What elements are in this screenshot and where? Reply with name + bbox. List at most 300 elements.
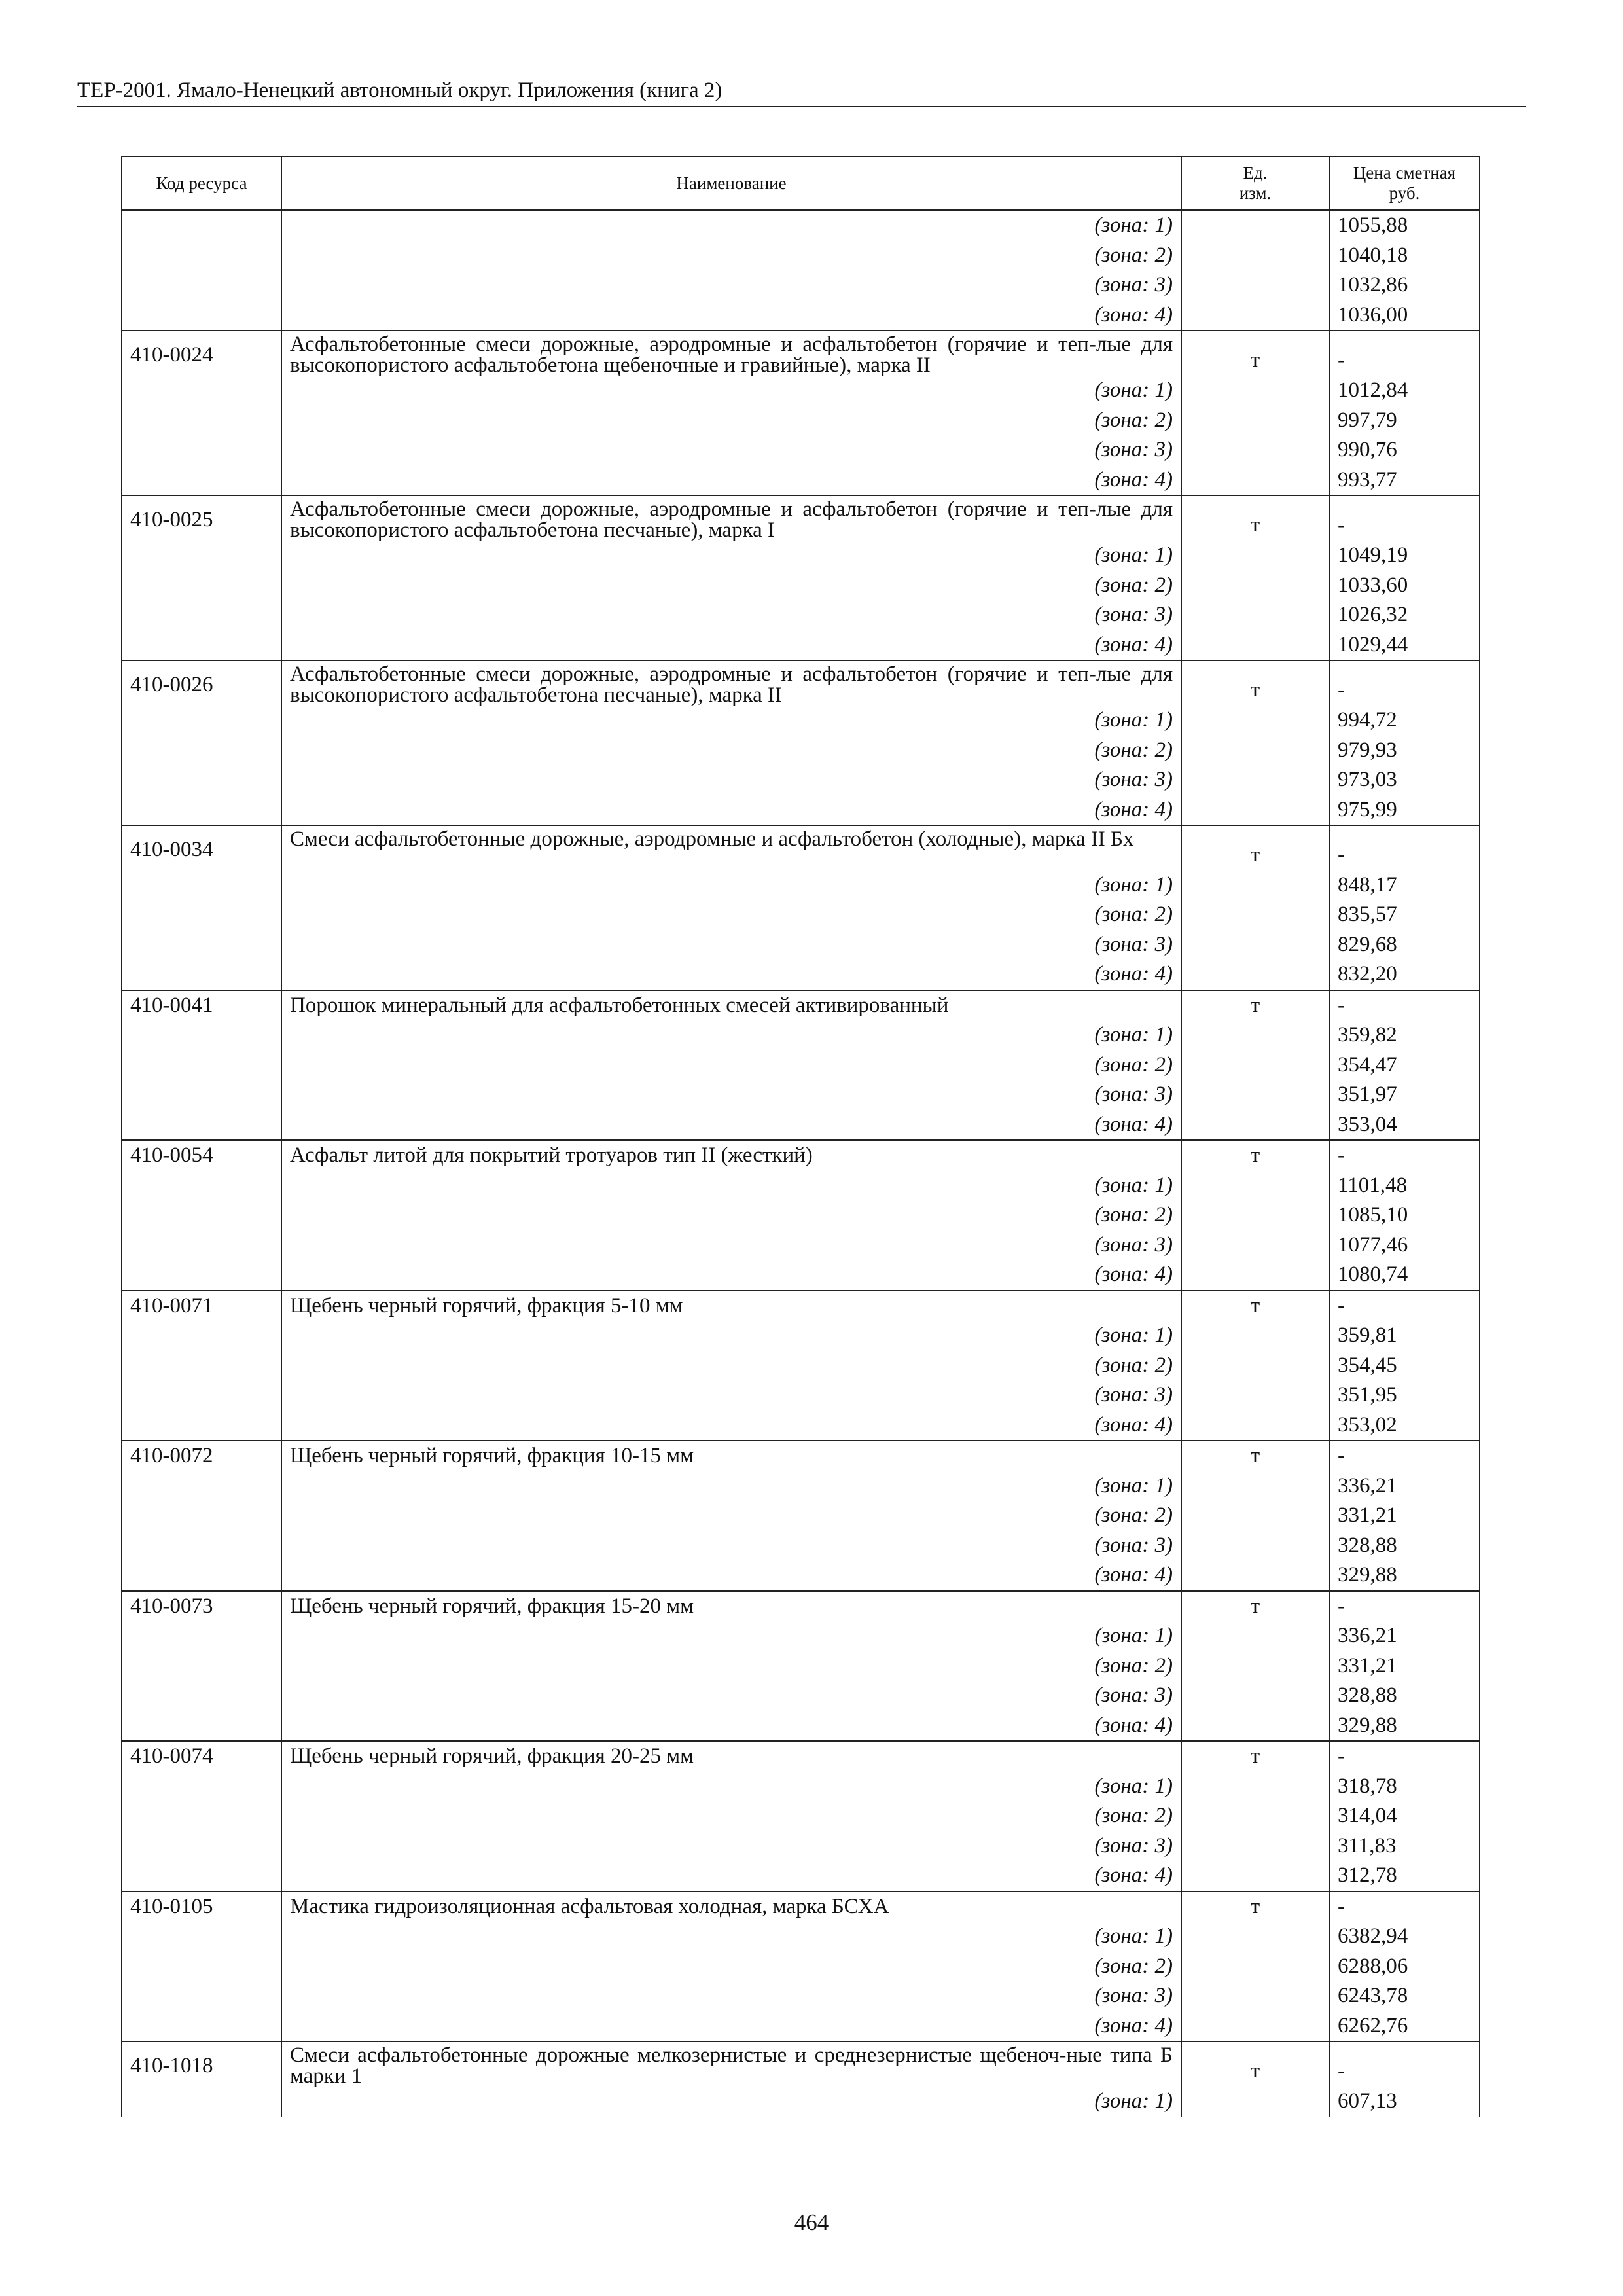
zone-label: (зона: 2) (1094, 1503, 1173, 1527)
zone-label: (зона: 2) (1094, 1804, 1173, 1827)
zone-code-cell (122, 930, 281, 960)
zone-label: (зона: 2) (1094, 243, 1173, 267)
zone-name-cell (281, 870, 1181, 901)
zone-name-cell (281, 465, 1181, 496)
zone-name-cell (281, 1050, 1181, 1081)
column-header-price-line1: Цена сметная (1353, 163, 1456, 183)
zone-row (122, 406, 1480, 436)
zone-unit-cell (1181, 960, 1329, 990)
zone-price: 351,95 (1329, 1380, 1480, 1410)
resource-name: Щебень черный горячий, фракция 5-10 мм (290, 1293, 683, 1318)
zone-code-cell (122, 1772, 281, 1802)
zone-code-cell (122, 1080, 281, 1110)
zone-code-cell (122, 1531, 281, 1561)
zone-unit-cell (1181, 1380, 1329, 1410)
zone-label: (зона: 2) (1094, 738, 1173, 762)
resource-name-cell (281, 1140, 1181, 1171)
zone-row (122, 1471, 1480, 1501)
zone-price: 336,21 (1329, 1471, 1480, 1501)
zone-label: (зона: 2) (1094, 1052, 1173, 1077)
zone-row (122, 1351, 1480, 1381)
zone-name-cell (281, 1380, 1181, 1410)
zone-unit-cell (1181, 870, 1329, 901)
zone-row (122, 795, 1480, 826)
resource-code: 410-0072 (122, 1441, 281, 1471)
zone-label: (зона: 4) (1094, 1412, 1173, 1437)
resource-name-cell (281, 1591, 1181, 1622)
zone-name-cell (281, 1531, 1181, 1561)
resource-table-wrapper (121, 156, 1479, 2117)
zone-name-cell (281, 1831, 1181, 1861)
zone-name-cell (281, 1020, 1181, 1050)
resource-base-price: - (1329, 1892, 1480, 1922)
resource-base-price: - (1329, 1291, 1480, 1321)
zone-code-cell (122, 795, 281, 826)
zone-unit-cell (1181, 1501, 1329, 1531)
zone-price: 6243,78 (1329, 1981, 1480, 2011)
resource-name: Асфальтобетонные смеси дорожные, аэродромные и асфальтобетон (горячие и теп-лые для высокопористого асфальтобетона щебеночные и гравийные), марка II (290, 332, 1173, 377)
zone-row (122, 270, 1480, 300)
zone-label: (зона: 2) (1094, 408, 1173, 432)
zone-unit-cell (1181, 2087, 1329, 2117)
zone-label: (зона: 3) (1094, 768, 1173, 791)
zone-label: (зона: 3) (1094, 438, 1173, 461)
zone-price: 6262,76 (1329, 2011, 1480, 2042)
zone-row (122, 1560, 1480, 1591)
resource-unit: т (1181, 990, 1329, 1021)
resource-row (122, 1291, 1480, 1321)
zone-name-cell (281, 900, 1181, 930)
resource-row (122, 990, 1480, 1021)
zone-unit-cell (1181, 210, 1329, 241)
zone-price: 997,79 (1329, 406, 1480, 436)
zone-row (122, 541, 1480, 571)
zone-unit-cell (1181, 930, 1329, 960)
resource-unit: т (1181, 495, 1329, 541)
zone-name-cell (281, 1230, 1181, 1261)
zone-code-cell (122, 1230, 281, 1261)
zone-code-cell (122, 1050, 281, 1081)
zone-unit-cell (1181, 1801, 1329, 1831)
zone-name-cell (281, 706, 1181, 736)
zone-row (122, 1080, 1480, 1110)
zone-label: (зона: 4) (1094, 1713, 1173, 1737)
zone-row (122, 1831, 1480, 1861)
zone-name-cell (281, 1200, 1181, 1230)
zone-row (122, 571, 1480, 601)
resource-row (122, 1741, 1480, 1772)
resource-base-price: - (1329, 1741, 1480, 1772)
resource-name: Асфальтобетонные смеси дорожные, аэродромные и асфальтобетон (горячие и теп-лые для высокопористого асфальтобетона песчаные), марка II (290, 662, 1173, 707)
resource-base-price: - (1329, 1441, 1480, 1471)
zone-price: 351,97 (1329, 1080, 1480, 1110)
zone-name-cell (281, 1501, 1181, 1531)
zone-label: (зона: 4) (1094, 797, 1173, 821)
zone-row (122, 1711, 1480, 1742)
resource-unit: т (1181, 660, 1329, 706)
zone-label: (зона: 4) (1094, 302, 1173, 327)
zone-name-cell (281, 1560, 1181, 1591)
zone-row (122, 300, 1480, 331)
zone-unit-cell (1181, 1171, 1329, 1201)
zone-price: 1026,32 (1329, 600, 1480, 630)
resource-base-price: - (1329, 331, 1480, 376)
zone-code-cell (122, 630, 281, 661)
zone-price: 1033,60 (1329, 571, 1480, 601)
resource-row (122, 1892, 1480, 1922)
resource-code: 410-0024 (122, 331, 281, 376)
zone-label: (зона: 4) (1094, 632, 1173, 656)
zone-label: (зона: 3) (1094, 1984, 1173, 2007)
zone-row (122, 2087, 1480, 2117)
zone-price: 311,83 (1329, 1831, 1480, 1861)
zone-name-cell (281, 1351, 1181, 1381)
zone-name-cell (281, 270, 1181, 300)
zone-price: 848,17 (1329, 870, 1480, 901)
zone-unit-cell (1181, 765, 1329, 795)
zone-price: 336,21 (1329, 1621, 1480, 1651)
zone-row (122, 1200, 1480, 1230)
zone-name-cell (281, 1922, 1181, 1952)
zone-code-cell (122, 300, 281, 331)
zone-row (122, 736, 1480, 766)
zone-name-cell (281, 1711, 1181, 1742)
zone-row (122, 960, 1480, 990)
zone-unit-cell (1181, 900, 1329, 930)
zone-label: (зона: 4) (1094, 2013, 1173, 2037)
zone-price: 829,68 (1329, 930, 1480, 960)
zone-price: 6382,94 (1329, 1922, 1480, 1952)
column-header-code: Код ресурса (122, 156, 281, 210)
zone-label: (зона: 3) (1094, 1232, 1173, 1257)
zone-row (122, 1020, 1480, 1050)
zone-name-cell (281, 960, 1181, 990)
zone-name-cell (281, 630, 1181, 661)
resource-name: Асфальт литой для покрытий тротуаров тип II (жесткий) (290, 1143, 813, 1167)
zone-name-cell (281, 1410, 1181, 1441)
zone-row (122, 1050, 1480, 1081)
resource-row (122, 660, 1480, 706)
zone-code-cell (122, 1171, 281, 1201)
resource-name-cell (281, 2041, 1181, 2087)
zone-label: (зона: 4) (1094, 1863, 1173, 1887)
zone-code-cell (122, 960, 281, 990)
zone-price: 1012,84 (1329, 376, 1480, 406)
zone-unit-cell (1181, 1711, 1329, 1742)
column-header-unit-line1: Ед. (1243, 163, 1268, 183)
zone-unit-cell (1181, 600, 1329, 630)
zone-name-cell (281, 1321, 1181, 1351)
zone-code-cell (122, 736, 281, 766)
zone-label: (зона: 2) (1094, 903, 1173, 926)
zone-label: (зона: 4) (1094, 1263, 1173, 1286)
zone-label: (зона: 1) (1094, 378, 1173, 402)
zone-row (122, 1230, 1480, 1261)
zone-row (122, 930, 1480, 960)
zone-row (122, 1260, 1480, 1291)
zone-code-cell (122, 1020, 281, 1050)
zone-code-cell (122, 1471, 281, 1501)
zone-unit-cell (1181, 1260, 1329, 1291)
resource-row (122, 825, 1480, 870)
zone-name-cell (281, 2087, 1181, 2117)
zone-label: (зона: 3) (1094, 1533, 1173, 1557)
zone-unit-cell (1181, 1110, 1329, 1141)
column-header-price (1329, 156, 1480, 210)
zone-name-cell (281, 795, 1181, 826)
zone-label: (зона: 4) (1094, 467, 1173, 492)
zone-name-cell (281, 1080, 1181, 1110)
zone-label: (зона: 1) (1094, 1924, 1173, 1948)
zone-label: (зона: 1) (1094, 2089, 1173, 2113)
zone-code-cell (122, 406, 281, 436)
zone-price: 1085,10 (1329, 1200, 1480, 1230)
document-title: ТЕР-2001. Ямало-Ненецкий автономный округ. Приложения (книга 2) (77, 79, 722, 102)
zone-unit-cell (1181, 1831, 1329, 1861)
zone-unit-cell (1181, 465, 1329, 496)
zone-code-cell (122, 1200, 281, 1230)
zone-unit-cell (1181, 1772, 1329, 1802)
table-body (122, 210, 1480, 2117)
zone-unit-cell (1181, 1560, 1329, 1591)
resource-base-price: - (1329, 825, 1480, 870)
zone-price: 353,02 (1329, 1410, 1480, 1441)
zone-unit-cell (1181, 1230, 1329, 1261)
zone-name-cell (281, 406, 1181, 436)
zone-name-cell (281, 376, 1181, 406)
zone-label: (зона: 3) (1094, 1083, 1173, 1106)
resource-base-price: - (1329, 1591, 1480, 1622)
resource-row (122, 1441, 1480, 1471)
resource-name-cell (281, 1291, 1181, 1321)
zone-unit-cell (1181, 1981, 1329, 2011)
zone-label: (зона: 3) (1094, 1833, 1173, 1857)
zone-price: 359,82 (1329, 1020, 1480, 1050)
zone-row (122, 1621, 1480, 1651)
zone-code-cell (122, 435, 281, 465)
resource-name: Щебень черный горячий, фракция 15-20 мм (290, 1594, 694, 1618)
zone-label: (зона: 1) (1094, 1473, 1173, 1498)
zone-code-cell (122, 1621, 281, 1651)
zone-unit-cell (1181, 795, 1329, 826)
zone-label: (зона: 2) (1094, 1203, 1173, 1227)
zone-name-cell (281, 600, 1181, 630)
zone-unit-cell (1181, 300, 1329, 331)
resource-unit: т (1181, 825, 1329, 870)
zone-row (122, 1110, 1480, 1141)
zone-code-cell (122, 376, 281, 406)
zone-price: 1040,18 (1329, 241, 1480, 271)
zone-price: 1080,74 (1329, 1260, 1480, 1291)
zone-code-cell (122, 210, 281, 241)
resource-code: 410-0026 (122, 660, 281, 706)
resource-code: 410-0025 (122, 495, 281, 541)
zone-price: 318,78 (1329, 1772, 1480, 1802)
resource-row (122, 1591, 1480, 1622)
zone-unit-cell (1181, 1471, 1329, 1501)
zone-unit-cell (1181, 376, 1329, 406)
resource-unit: т (1181, 1291, 1329, 1321)
zone-name-cell (281, 435, 1181, 465)
zone-price: 832,20 (1329, 960, 1480, 990)
zone-code-cell (122, 1351, 281, 1381)
zone-row (122, 1501, 1480, 1531)
zone-code-cell (122, 600, 281, 630)
zone-code-cell (122, 1321, 281, 1351)
zone-label: (зона: 3) (1094, 1683, 1173, 1707)
resource-name: Щебень черный горячий, фракция 20-25 мм (290, 1744, 694, 1768)
zone-row (122, 1321, 1480, 1351)
zone-price: 353,04 (1329, 1110, 1480, 1141)
zone-name-cell (281, 1260, 1181, 1291)
resource-name-cell (281, 990, 1181, 1021)
zone-unit-cell (1181, 241, 1329, 271)
zone-unit-cell (1181, 1861, 1329, 1892)
zone-name-cell (281, 571, 1181, 601)
resource-name-cell (281, 1741, 1181, 1772)
zone-code-cell (122, 900, 281, 930)
zone-code-cell (122, 1260, 281, 1291)
zone-unit-cell (1181, 736, 1329, 766)
resource-code: 410-0071 (122, 1291, 281, 1321)
zone-code-cell (122, 1380, 281, 1410)
zone-name-cell (281, 1651, 1181, 1681)
zone-code-cell (122, 1861, 281, 1892)
table-header-row (122, 156, 1480, 210)
zone-label: (зона: 1) (1094, 872, 1173, 897)
zone-name-cell (281, 1981, 1181, 2011)
zone-price: 1032,86 (1329, 270, 1480, 300)
zone-label: (зона: 1) (1094, 1023, 1173, 1047)
zone-price: 329,88 (1329, 1560, 1480, 1591)
zone-unit-cell (1181, 1922, 1329, 1952)
zone-code-cell (122, 1922, 281, 1952)
resource-unit: т (1181, 1591, 1329, 1622)
zone-unit-cell (1181, 1020, 1329, 1050)
resource-name: Порошок минеральный для асфальтобетонных смесей активированный (290, 993, 949, 1017)
zone-row (122, 1801, 1480, 1831)
zone-row (122, 900, 1480, 930)
zone-name-cell (281, 300, 1181, 331)
zone-price: 607,13 (1329, 2087, 1480, 2117)
zone-code-cell (122, 465, 281, 496)
zone-unit-cell (1181, 1410, 1329, 1441)
zone-unit-cell (1181, 571, 1329, 601)
resource-unit: т (1181, 1892, 1329, 1922)
zone-unit-cell (1181, 1681, 1329, 1711)
zone-row (122, 1380, 1480, 1410)
resource-name-cell (281, 1892, 1181, 1922)
zone-name-cell (281, 241, 1181, 271)
zone-row (122, 1681, 1480, 1711)
zone-price: 6288,06 (1329, 1952, 1480, 1982)
zone-code-cell (122, 765, 281, 795)
resource-base-price: - (1329, 495, 1480, 541)
zone-row (122, 600, 1480, 630)
zone-row (122, 2011, 1480, 2042)
zone-code-cell (122, 2087, 281, 2117)
resource-name-cell (281, 1441, 1181, 1471)
zone-label: (зона: 3) (1094, 932, 1173, 956)
zone-unit-cell (1181, 270, 1329, 300)
resource-base-price: - (1329, 1140, 1480, 1171)
resource-row (122, 331, 1480, 376)
zone-label: (зона: 1) (1094, 543, 1173, 567)
zone-row (122, 241, 1480, 271)
zone-price: 990,76 (1329, 435, 1480, 465)
zone-row (122, 1952, 1480, 1982)
zone-price: 1077,46 (1329, 1230, 1480, 1261)
zone-price: 973,03 (1329, 765, 1480, 795)
zone-unit-cell (1181, 406, 1329, 436)
zone-name-cell (281, 2011, 1181, 2042)
zone-code-cell (122, 870, 281, 901)
zone-label: (зона: 1) (1094, 1173, 1173, 1197)
zone-name-cell (281, 930, 1181, 960)
zone-row (122, 706, 1480, 736)
zone-code-cell (122, 1952, 281, 1982)
zone-unit-cell (1181, 1080, 1329, 1110)
zone-row (122, 1981, 1480, 2011)
zone-unit-cell (1181, 706, 1329, 736)
zone-row (122, 765, 1480, 795)
zone-price: 835,57 (1329, 900, 1480, 930)
zone-unit-cell (1181, 1321, 1329, 1351)
zone-unit-cell (1181, 630, 1329, 661)
zone-price: 1036,00 (1329, 300, 1480, 331)
zone-row (122, 435, 1480, 465)
zone-price: 993,77 (1329, 465, 1480, 496)
zone-name-cell (281, 1772, 1181, 1802)
resource-unit: т (1181, 1140, 1329, 1171)
zone-name-cell (281, 1681, 1181, 1711)
zone-row (122, 870, 1480, 901)
resource-name-cell (281, 825, 1181, 870)
zone-code-cell (122, 706, 281, 736)
column-header-price-line2: руб. (1389, 183, 1420, 203)
zone-name-cell (281, 541, 1181, 571)
zone-label: (зона: 1) (1094, 1774, 1173, 1798)
zone-code-cell (122, 1110, 281, 1141)
zone-row (122, 1171, 1480, 1201)
zone-unit-cell (1181, 1050, 1329, 1081)
zone-row (122, 465, 1480, 496)
zone-label: (зона: 1) (1094, 1624, 1173, 1647)
resource-name-cell (281, 660, 1181, 706)
zone-price: 1101,48 (1329, 1171, 1480, 1201)
zone-row (122, 1651, 1480, 1681)
zone-name-cell (281, 765, 1181, 795)
zone-name-cell (281, 1801, 1181, 1831)
zone-unit-cell (1181, 435, 1329, 465)
zone-label: (зона: 1) (1094, 1323, 1173, 1347)
zone-label: (зона: 4) (1094, 1563, 1173, 1587)
resource-unit: т (1181, 1441, 1329, 1471)
zone-row (122, 1531, 1480, 1561)
zone-row (122, 1861, 1480, 1892)
zone-row (122, 1772, 1480, 1802)
zone-unit-cell (1181, 2011, 1329, 2042)
zone-row (122, 1922, 1480, 1952)
zone-price: 359,81 (1329, 1321, 1480, 1351)
resource-base-price: - (1329, 2041, 1480, 2087)
zone-unit-cell (1181, 1200, 1329, 1230)
column-header-unit-line2: изм. (1239, 183, 1272, 203)
resource-code: 410-1018 (122, 2041, 281, 2087)
resource-code: 410-0034 (122, 825, 281, 870)
zone-price: 975,99 (1329, 795, 1480, 826)
resource-row (122, 1140, 1480, 1171)
